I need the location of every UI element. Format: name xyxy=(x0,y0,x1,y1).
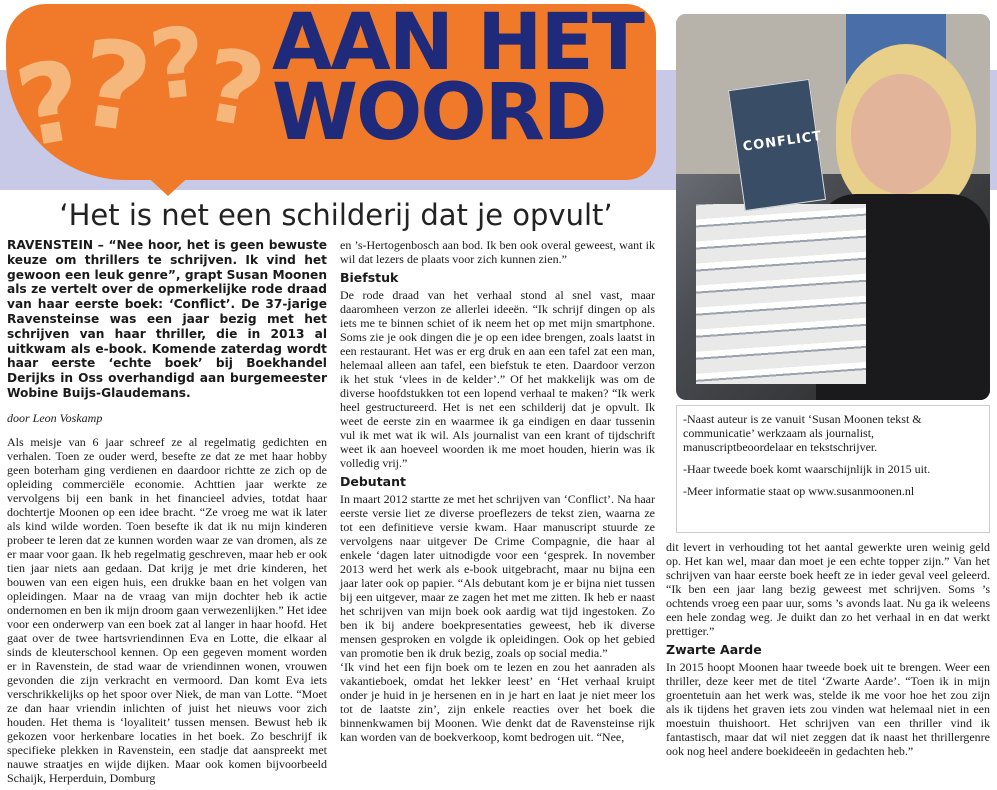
title-line-2: WOORD xyxy=(272,68,606,158)
question-mark-icon: ? xyxy=(7,35,93,173)
title-line-1: AAN HET xyxy=(272,0,643,88)
article-body-debutant: In maart 2012 startte ze met het schrijven van ‘Conflict’. Na haar eerste versie liet ze diverse proeflezers de tekst zien, waarna ze tot een definitieve versie kwam. Haar manuscript stuurde ze vervolgens naar uitgever De Crime Compagnie, die haar al enkele ‘dagen later uitnodigde voor een ‘gesprek. In november 2013 werd het werk als e-book uitgebracht, maar nu bijna een jaar later ook op papier. “Als debutant kom je er bijna niet tussen bij een uitgever, maar ze zagen het met me zitten. Ik heb er naast het schrijven van mijn boek ook aardig wat tijd ingestoken. Zo ben ik bij andere boekpresentaties geweest, heb ik diverse mensen gesproken en volgde ik opleidingen. Ook op het gebied van promotie ben ik druk bezig, zoals op social media.” xyxy=(340,492,655,660)
question-mark-icon: ? xyxy=(144,5,212,123)
info-item-2: -Haar tweede boek komt waarschijnlijk in 2015 uit. xyxy=(683,462,931,476)
article-body-1: Als meisje van 6 jaar schreef ze al regelmatig gedichten en verhalen. Toen ze ouder werd, besefte ze dat ze met haar hobby geen boterham ging verdienen en daardoor richtte ze zich op de opleiding commerciële economie. Achttien jaar werkte ze vervolgens bij een bank in het financieel advies, totdat haar dochtertje Moonen op een idee bracht. “Ze vroeg me wat ik later als kind wilde worden. Toen besefte ik dat ik nu mijn kinderen probeer te leren dat ze kunnen worden waar ze van dromen, als ze er maar voor gaan. Ik heb regelmatig geschreven, maar heb er ook tien jaar niets aan gedaan. Dat krijg je met drie kinderen, het bouwen van een eigen huis, een drukke baan en het volgen van opleidingen. Maar na de vraag van mijn dochter heb ik actie ondernomen en ben ik mijn droom gaan verwezenlijken.” Het idee voor een onderwerp van een boek zat al langer in haar hoofd. Het gaat over de twee hartsvriendinnen Eva en Lotte, die elkaar al sinds de kleuterschool kennen. Op een gegeven moment worden er in Ravenstein, de stad waar de vriendinnen wonen, vrouwen gevonden die zijn verkracht en vermoord. Dan komt Eva iets verschrikkelijks op het spoor over Niek, de man van Lotte. “Moet ze dan haar vriendin inlichten of juist het nieuws voor zich houden. Het thema is ‘loyaliteit’ tussen mensen. Bewust heb ik gekozen voor herkenbare locaties in het boek. Zo beschrijf ik specifieke plekken in Ravenstein, een stadje dat aanspreekt met nauwe straatjes en wijde dijken. Maar ook komen bijvoorbeeld Schaijk, Herperduin, Domburg xyxy=(7,434,327,785)
article-subtitle: ‘Het is net een schilderij dat je opvult’ xyxy=(59,198,613,232)
article-column-1 xyxy=(7,238,327,785)
info-item-3: -Meer informatie staat op www.susanmoonen.nl xyxy=(683,484,915,498)
article-body-2-end: ‘Ik vind het een fijn boek om te lezen en zou het aanraden als vakantieboek, omdat het lekker leest’ en ‘Het verhaal kruipt onder je huid in je hersenen en in je hart en laat je niet meer los tot de laatste zin’, zijn enkele reacties over het boek die binnenkwamen bij Moonen. Wie denkt dat de Ravensteinse rijk kan worden van de boekverkoop, komt bedrogen uit. “Nee, xyxy=(340,660,655,744)
speech-bubble-tail xyxy=(140,170,196,196)
info-box xyxy=(676,405,990,533)
article-byline: door Leon Voskamp xyxy=(7,410,103,425)
article-body-3-top: dit levert in verhouding tot het aantal gewerkte uren weinig geld op. Het kan wel, maar dan moet je een echte topper zijn.” Van het schrijven van haar eerste boek heeft ze in ieder geval veel geleerd. “Ik ben een jaar lang bezig geweest met schrijven. Soms ’s ochtends vroeg een paar uur, soms ’s avonds laat. Nu ga ik weleens een hele zondag weg. Je duikt dan zo het verhaal in en dat werkt prettiger.” xyxy=(666,540,990,638)
question-mark-icon: ? xyxy=(195,25,273,152)
photo-face xyxy=(851,74,951,194)
article-body-biefstuk: De rode draad van het verhaal stond al snel vast, maar daaromheen verzon ze allerlei ideeën. “Ik schrijf dingen op als iets me te binnen schiet of ik neem het op met mijn smartphone. Soms zie je ook dingen die je op een idee brengen, zoals laatst in een restaurant. Het was er erg druk en aan een tafel zat een man, helemaal alleen aan tafel, een biefstuk te eten. Daardoor verzon ik het stuk ‘vlees in de kelder’.” Of het makkelijk was om de diverse hoofdstukken tot een lopend verhaal te maken? “Ik werk heel gestructureerd. Het is net een schilderij dat je opvult. Ik weet de eerste zin en waarmee ik ga eindigen en daar tussenin vul ik met wat ik wil. Als journalist van een krant of tijdschrift weet ik aan hoeveel woorden ik me moet houden, hierin was ik volledig vrij.” xyxy=(340,288,655,470)
subhead-zwarte-aarde: Zwarte Aarde xyxy=(666,642,762,657)
book-stack xyxy=(696,204,866,384)
author-photo xyxy=(676,14,990,400)
page-title xyxy=(272,0,643,158)
article-lead: RAVENSTEIN – “Nee hoor, het is geen bewuste keuze om thrillers te schrijven. Ik vind het gewoon een leuk genre”, grapt Susan Moonen als ze vertelt over de opmerkelijke rode draad van haar eerste boek: ‘Conflict’. De 37-jarige Ravensteinse was een jaar bezig met het schrijven van haar thriller, die in 2013 al uitkwam als e-book. Komende zaterdag wordt haar eerste ‘echte boek’ bij Boekhandel Derijks in Oss overhandigd aan burgemeester Wobine Buijs-Glaudemans. xyxy=(7,238,327,400)
question-mark-icon: ? xyxy=(70,13,159,162)
article-body-2-intro: en ’s-Hertogenbosch aan bod. Ik ben ook overal geweest, want ik wil dat lezers de plaats voor zich kunnen zien.” xyxy=(340,238,655,266)
article-body-zwarte-aarde: In 2015 hoopt Moonen haar tweede boek uit te brengen. Weer een thriller, deze keer met de titel ‘Zwarte Aarde’. “Toen ik in mijn groentetuin aan het werk was, stelde ik me voor hoe het zou zijn als ik tijdens het graven iets zou vinden wat helemaal niet in een moestuin thuishoort. Het schrijven van een thriller vind ik fantastisch, maar dat wil niet zeggen dat ik naast het thrillergenre ook nog heel andere boekideeën in gedachten heb.” xyxy=(666,660,990,758)
subhead-biefstuk: Biefstuk xyxy=(340,270,399,285)
book-cover xyxy=(728,79,826,211)
article-column-3 xyxy=(666,540,990,758)
book-cover-title: CONFLICT xyxy=(741,128,824,155)
subhead-debutant: Debutant xyxy=(340,474,406,489)
article-column-2 xyxy=(340,238,655,744)
info-item-1: -Naast auteur is ze vanuit ‘Susan Moonen tekst & communicatie’ werkzaam als journalist, manuscriptbeoordelaar en tekstschrijver. xyxy=(683,412,922,454)
